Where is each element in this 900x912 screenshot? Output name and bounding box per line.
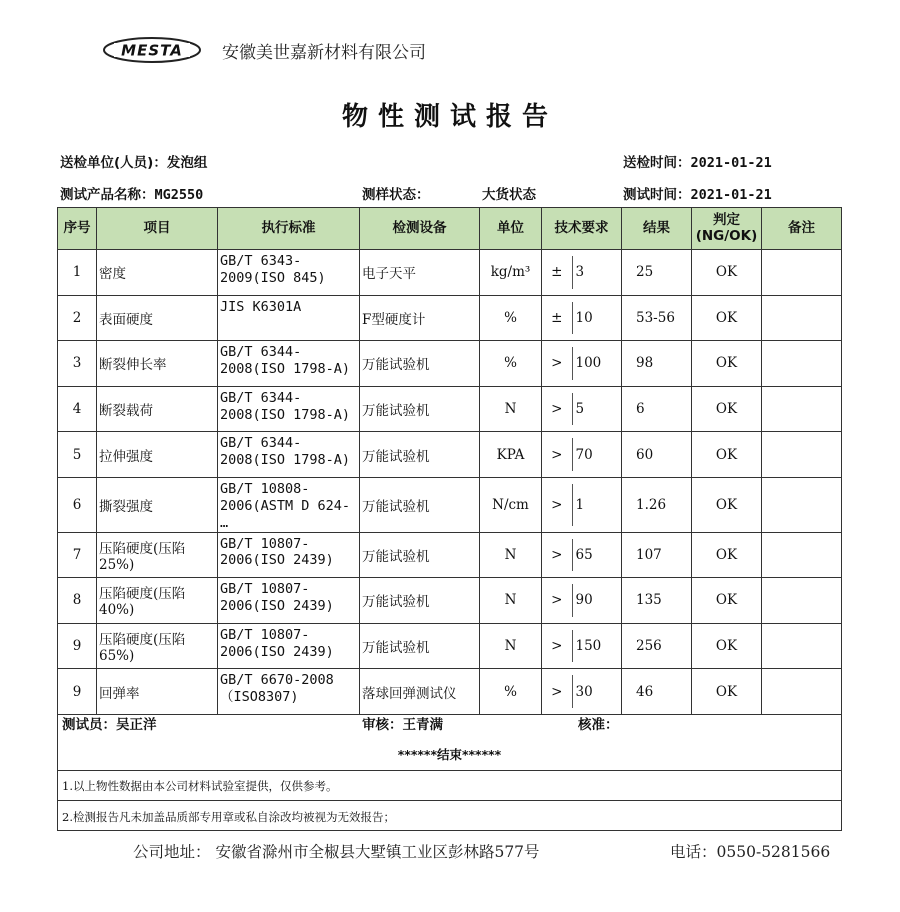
row-judgement: OK: [692, 578, 762, 624]
row-number: 9: [58, 623, 97, 669]
row-requirement-symbol: >: [542, 623, 572, 669]
row-requirement-symbol: >: [542, 669, 572, 715]
requirement-divider: [572, 539, 573, 572]
row-requirement-symbol: >: [542, 386, 572, 432]
note-2: 2.检测报告凡未加盖品质部专用章或私自涂改均被视为无效报告；: [62, 810, 395, 824]
row-result: 107: [622, 532, 692, 578]
row-equipment: 电子天平: [360, 250, 480, 296]
row-number: 3: [58, 341, 97, 387]
row-number: 5: [58, 432, 97, 478]
row-number: 7: [58, 532, 97, 578]
row-number: 6: [58, 477, 97, 532]
row-equipment: 万能试验机: [360, 532, 480, 578]
row-judgement: OK: [692, 250, 762, 296]
row-judgement: OK: [692, 341, 762, 387]
row-remark: [762, 295, 842, 341]
row-standard: GB/T 6344- 2008(ISO 1798-A): [218, 432, 360, 478]
row-item: 断裂载荷: [97, 386, 218, 432]
requirement-value-text: 10: [575, 309, 593, 326]
row-judgement: OK: [692, 669, 762, 715]
requirement-value-text: 3: [575, 264, 585, 281]
requirement-value-text: 100: [575, 355, 602, 372]
requirement-value-text: 1: [575, 496, 585, 513]
test-time-field: [623, 183, 772, 203]
requirement-value-text: 30: [575, 683, 593, 700]
row-item: 表面硬度: [97, 295, 218, 341]
row-number: 2: [58, 295, 97, 341]
row-equipment: 万能试验机: [360, 386, 480, 432]
company-phone: [670, 840, 830, 862]
test-results-table: [57, 207, 842, 715]
table-row: [58, 295, 842, 341]
table-header-row: [58, 208, 842, 250]
row-requirement-symbol: >: [542, 341, 572, 387]
header-judgement: 判定 (NG/OK): [692, 208, 762, 250]
company-logo: [100, 34, 204, 66]
row-equipment: 万能试验机: [360, 432, 480, 478]
requirement-value-text: 90: [575, 592, 593, 609]
row-remark: [762, 386, 842, 432]
row-unit: N: [480, 386, 542, 432]
row-requirement-symbol: >: [542, 432, 572, 478]
product-label: 测试产品名称：: [60, 187, 155, 203]
row-equipment: 万能试验机: [360, 341, 480, 387]
row-equipment: 万能试验机: [360, 578, 480, 624]
row-number: 1: [58, 250, 97, 296]
address-label: 公司地址：: [133, 843, 211, 861]
row-standard: GB/T 6344- 2008(ISO 1798-A): [218, 341, 360, 387]
row-unit: N: [480, 532, 542, 578]
test-time-label: 测试时间：: [623, 187, 691, 203]
report-title: 物性测试报告: [341, 102, 558, 132]
product-field: [60, 183, 203, 203]
requirement-divider: [572, 393, 573, 426]
requirement-divider: [572, 584, 573, 617]
row-requirement-value: [572, 578, 622, 624]
requirement-divider: [572, 675, 573, 708]
row-judgement: OK: [692, 532, 762, 578]
requirement-divider: [572, 256, 573, 289]
row-item: 压陷硬度(压陷25%): [97, 532, 218, 578]
row-result: 6: [622, 386, 692, 432]
send-time-value: 2021-01-21: [690, 155, 772, 171]
row-item: 压陷硬度(压陷65%): [97, 623, 218, 669]
row-remark: [762, 477, 842, 532]
row-unit: KPA: [480, 432, 542, 478]
row-unit: kg/m³: [480, 250, 542, 296]
requirement-divider: [572, 438, 573, 471]
row-unit: N: [480, 623, 542, 669]
requirement-value-text: 65: [575, 546, 593, 563]
row-unit: N/cm: [480, 477, 542, 532]
row-judgement: OK: [692, 386, 762, 432]
row-requirement-value: [572, 477, 622, 532]
send-time-field: [623, 151, 772, 171]
row-unit: %: [480, 295, 542, 341]
row-item: 拉伸强度: [97, 432, 218, 478]
table-row: [58, 623, 842, 669]
row-standard: GB/T 6670-2008 （ISO8307): [218, 669, 360, 715]
row-equipment: 落球回弹测试仪: [360, 669, 480, 715]
approver-label: 核准：: [578, 717, 619, 733]
row-remark: [762, 432, 842, 478]
row-standard: GB/T 10807- 2006(ISO 2439): [218, 578, 360, 624]
row-result: 46: [622, 669, 692, 715]
row-requirement-value: [572, 295, 622, 341]
table-row: [58, 341, 842, 387]
row-item: 断裂伸长率: [97, 341, 218, 387]
row-judgement: OK: [692, 432, 762, 478]
row-requirement-value: [572, 341, 622, 387]
table-row: [58, 532, 842, 578]
row-standard: GB/T 10808- 2006(ASTM D 624- …: [218, 477, 360, 532]
sender-field: [60, 151, 207, 171]
test-time-value: 2021-01-21: [690, 187, 772, 203]
sender-value: 发泡组: [166, 155, 208, 171]
row-item: 回弹率: [97, 669, 218, 715]
row-requirement-symbol: ±: [542, 250, 572, 296]
row-requirement-value: [572, 532, 622, 578]
product-value: MG2550: [154, 187, 204, 203]
note-row-2: [58, 800, 841, 831]
row-unit: %: [480, 669, 542, 715]
row-result: 256: [622, 623, 692, 669]
requirement-divider: [572, 484, 573, 526]
requirement-value-text: 70: [575, 446, 593, 463]
table-row: [58, 386, 842, 432]
tester-label: 测试员：: [62, 717, 116, 733]
end-mark: ******结束******: [397, 747, 502, 762]
reviewer-value: 王青满: [402, 717, 443, 733]
row-remark: [762, 532, 842, 578]
header-requirement: 技术要求: [542, 208, 622, 250]
table-row: [58, 250, 842, 296]
requirement-divider: [572, 302, 573, 335]
company-name: 安徽美世嘉新材料有限公司: [222, 43, 426, 63]
row-standard: JIS K6301A: [218, 295, 360, 341]
row-remark: [762, 578, 842, 624]
sample-state-label: 测样状态：: [362, 187, 430, 203]
sender-label: 送检单位(人员)：: [60, 155, 167, 171]
row-number: 8: [58, 578, 97, 624]
row-result: 25: [622, 250, 692, 296]
header-no: 序号: [58, 208, 97, 250]
logo-text: MESTA: [121, 41, 183, 60]
row-requirement-value: [572, 250, 622, 296]
row-judgement: OK: [692, 295, 762, 341]
tester-field: [62, 713, 157, 733]
reviewer-label: 审核：: [362, 717, 403, 733]
row-result: 135: [622, 578, 692, 624]
row-requirement-symbol: >: [542, 578, 572, 624]
company-address: [133, 840, 540, 862]
row-requirement-value: [572, 386, 622, 432]
phone-label: 电话：: [670, 843, 717, 861]
row-item: 撕裂强度: [97, 477, 218, 532]
row-remark: [762, 341, 842, 387]
header-unit: 单位: [480, 208, 542, 250]
header-item: 项目: [97, 208, 218, 250]
row-number: 9: [58, 669, 97, 715]
row-unit: %: [480, 341, 542, 387]
row-judgement: OK: [692, 477, 762, 532]
header-remark: 备注: [762, 208, 842, 250]
phone-value: 0550-5281566: [716, 843, 831, 861]
tester-value: 吴正洋: [116, 717, 157, 733]
row-number: 4: [58, 386, 97, 432]
table-body: [58, 250, 842, 715]
row-result: 98: [622, 341, 692, 387]
requirement-divider: [572, 347, 573, 380]
row-remark: [762, 623, 842, 669]
row-requirement-symbol: >: [542, 477, 572, 532]
row-judgement: OK: [692, 623, 762, 669]
address-value: 安徽省滁州市全椒县大墅镇工业区彭林路577号: [215, 843, 540, 861]
note-row-1: [58, 770, 841, 801]
row-result: 53-56: [622, 295, 692, 341]
header-result: 结果: [622, 208, 692, 250]
row-requirement-symbol: ±: [542, 295, 572, 341]
requirement-value-text: 5: [575, 401, 585, 418]
table-row: [58, 578, 842, 624]
row-standard: GB/T 6344- 2008(ISO 1798-A): [218, 386, 360, 432]
header-equipment: 检测设备: [360, 208, 480, 250]
row-unit: N: [480, 578, 542, 624]
row-requirement-value: [572, 432, 622, 478]
sample-state-value: 大货状态: [482, 187, 536, 203]
row-item: 密度: [97, 250, 218, 296]
table-row: [58, 477, 842, 532]
row-result: 60: [622, 432, 692, 478]
row-requirement-symbol: >: [542, 532, 572, 578]
row-standard: GB/T 10807- 2006(ISO 2439): [218, 532, 360, 578]
header-standard: 执行标准: [218, 208, 360, 250]
row-equipment: F型硬度计: [360, 295, 480, 341]
row-equipment: 万能试验机: [360, 623, 480, 669]
row-result: 1.26: [622, 477, 692, 532]
reviewer-field: [362, 713, 443, 733]
row-requirement-value: [572, 623, 622, 669]
footer-box: [57, 706, 842, 831]
row-item: 压陷硬度(压陷40%): [97, 578, 218, 624]
requirement-divider: [572, 630, 573, 663]
row-equipment: 万能试验机: [360, 477, 480, 532]
note-1: 1.以上物性数据由本公司材料试验室提供，仅供参考。: [62, 779, 338, 793]
requirement-value-text: 150: [575, 638, 602, 655]
row-standard: GB/T 6343- 2009(ISO 845): [218, 250, 360, 296]
row-standard: GB/T 10807- 2006(ISO 2439): [218, 623, 360, 669]
table-row: [58, 432, 842, 478]
send-time-label: 送检时间：: [623, 155, 691, 171]
row-remark: [762, 250, 842, 296]
